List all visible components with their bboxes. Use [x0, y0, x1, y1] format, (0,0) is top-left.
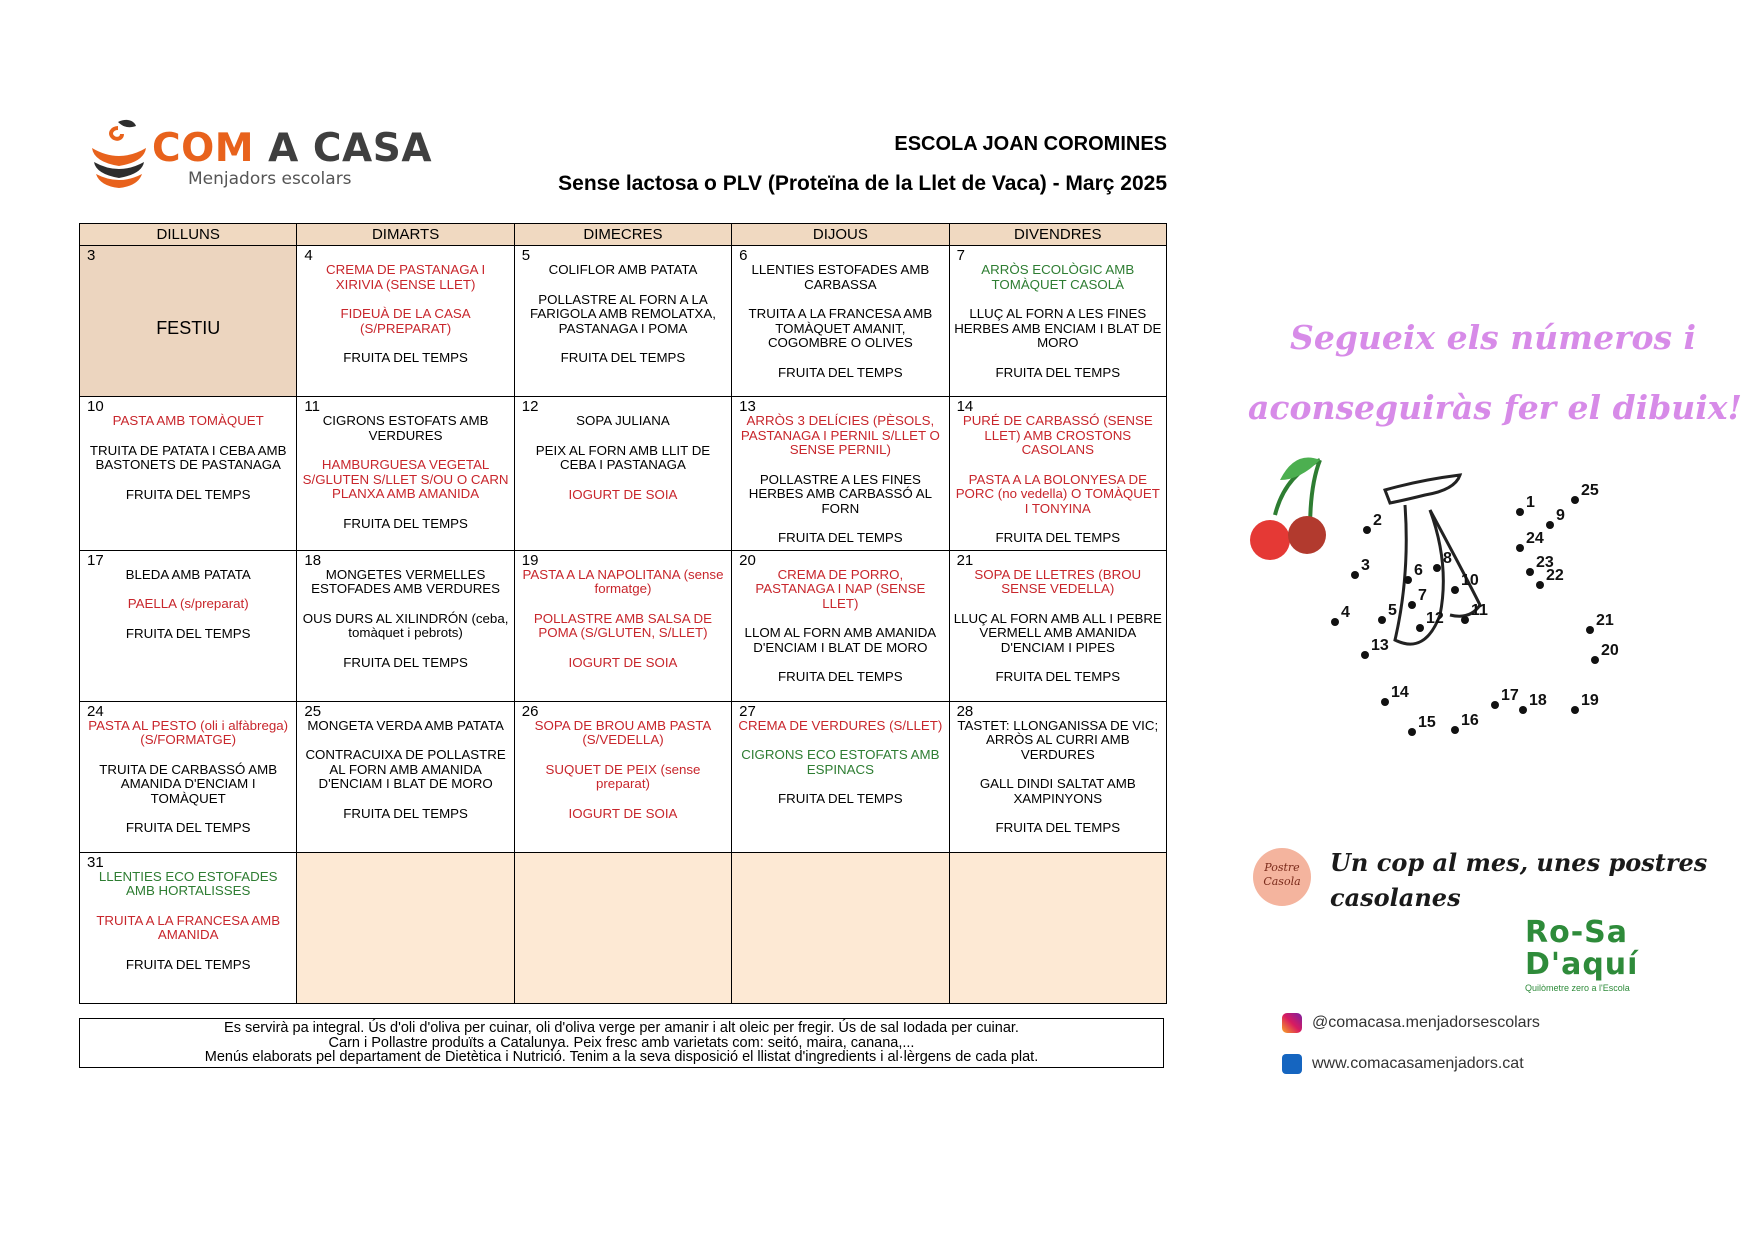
- dish-list: [80, 702, 296, 840]
- day-number: 13: [739, 398, 756, 415]
- dish-item: TRUITA A LA FRANCESA AMB AMANIDA: [96, 912, 281, 942]
- dish-item: SOPA DE BROU AMB PASTA (S/VEDELLA): [534, 717, 712, 747]
- dish-item: IOGURT DE SOIA: [568, 654, 678, 670]
- dish-item: FRUITA DEL TEMPS: [995, 530, 1121, 545]
- dish-list: [732, 246, 948, 384]
- numbered-dot: [1416, 624, 1424, 632]
- dish-item: LLOM AL FORN AMB AMANIDA D'ENCIAM I BLAT DE MORO: [744, 625, 937, 655]
- day-number: 31: [87, 853, 104, 871]
- promo-heading-line2: aconseguiràs fer el dibuix!: [1248, 388, 1742, 427]
- calendar-week-row: [80, 246, 1167, 397]
- dish-list: [950, 397, 1166, 550]
- dish-item: SOPA JULIANA: [576, 413, 670, 428]
- numbered-dot: [1363, 526, 1371, 534]
- dot-number-label: 3: [1361, 557, 1370, 574]
- day-number: 24: [87, 702, 104, 720]
- day-number: 17: [87, 551, 104, 569]
- numbered-dot: [1571, 706, 1579, 714]
- dish-item: COLIFLOR AMB PATATA: [548, 262, 698, 277]
- weekday-header: DIJOUS: [732, 224, 949, 246]
- dish-list: [732, 397, 948, 550]
- day-cell: [732, 550, 949, 701]
- day-number: 27: [739, 702, 756, 720]
- dish-item: CREMA DE PASTANAGA I XIRIVIA (SENSE LLET): [326, 262, 486, 292]
- web-icon: [1282, 1054, 1302, 1074]
- numbered-dot: [1381, 698, 1389, 706]
- day-number: 14: [956, 398, 974, 415]
- dish-item: LLENTIES ECO ESTOFADES AMB HORTALISSES: [98, 868, 278, 898]
- empty-day-cell: [732, 852, 949, 1003]
- menu-notes: [79, 1018, 1164, 1068]
- instagram-link[interactable]: @comacasa.menjadorsescolars: [1282, 1013, 1540, 1033]
- dish-list: [732, 702, 948, 811]
- dot-number-label: 18: [1529, 692, 1547, 709]
- numbered-dot: [1526, 568, 1534, 576]
- day-cell: [732, 246, 949, 397]
- dish-list: [80, 397, 296, 506]
- postres-promo-text: Un cop al mes, unes postres casolanes: [1330, 848, 1708, 912]
- dot-number-label: 17: [1501, 687, 1519, 704]
- dish-item: POLLASTRE AMB SALSA DE POMA (S/GLUTEN, S/LLET): [533, 610, 713, 640]
- dot-number-label: 2: [1373, 512, 1382, 529]
- dish-list: [515, 702, 731, 826]
- weekday-header: DIMECRES: [514, 224, 731, 246]
- dish-item: CONTRACUIXA DE POLLASTRE AL FORN AMB AMANIDA D'ENCIAM I BLAT DE MORO: [305, 747, 506, 791]
- postres-casola-badge: Postre Casola: [1253, 848, 1311, 906]
- numbered-dot: [1591, 656, 1599, 664]
- dot-number-label: 1: [1526, 494, 1535, 511]
- dish-item: BLEDA AMB PATATA: [125, 566, 251, 582]
- dish-item: FRUITA DEL TEMPS: [995, 820, 1121, 835]
- dish-list: [297, 246, 513, 370]
- dot-number-label: 4: [1341, 604, 1350, 621]
- dish-item: FRUITA DEL TEMPS: [343, 515, 468, 531]
- empty-day-cell: [514, 852, 731, 1003]
- dish-list: [80, 551, 296, 646]
- numbered-dot: [1408, 728, 1416, 736]
- dish-list: [297, 397, 513, 535]
- numbered-dot: [1491, 701, 1499, 709]
- day-cell: [514, 246, 731, 397]
- day-number: 4: [304, 247, 313, 264]
- numbered-dot: [1451, 586, 1459, 594]
- menu-calendar: [79, 223, 1167, 1004]
- dish-item: FRUITA DEL TEMPS: [125, 486, 251, 502]
- dish-item: TRUITA A LA FRANCESA AMB TOMÀQUET AMANIT, COGOMBRE O OLIVES: [748, 306, 933, 350]
- dish-item: POLLASTRE A LES FINES HERBES AMB CARBASSÓ AL FORN: [748, 471, 932, 516]
- dot-number-label: 23: [1536, 554, 1554, 571]
- dish-item: FRUITA DEL TEMPS: [343, 805, 468, 821]
- instagram-icon: [1282, 1013, 1302, 1033]
- dish-item: ARRÒS ECOLÒGIC AMB TOMÀQUET CASOLÀ: [981, 262, 1135, 292]
- day-cell: [297, 701, 514, 852]
- dish-list: [950, 702, 1166, 840]
- dish-item: PASTA AMB TOMÀQUET: [112, 413, 264, 428]
- dish-item: FIDEUÀ DE LA CASA (S/PREPARAT): [340, 306, 471, 336]
- dish-item: FRUITA DEL TEMPS: [343, 350, 468, 365]
- dot-number-label: 25: [1581, 482, 1599, 499]
- day-cell: [732, 397, 949, 551]
- dot-number-label: 22: [1546, 567, 1564, 584]
- day-number: 3: [87, 247, 96, 264]
- dish-item: TRUITA DE CARBASSÓ AMB AMANIDA D'ENCIAM I TOMÀQUET: [99, 761, 278, 806]
- numbered-dot: [1516, 544, 1524, 552]
- day-number: 5: [521, 247, 531, 264]
- empty-day-cell: [297, 852, 514, 1003]
- dot-number-label: 20: [1601, 642, 1619, 659]
- school-name: ESCOLA JOAN COROMINES: [894, 133, 1167, 155]
- note-line: Carn i Pollastre produïts a Catalunya. Peix fresc amb varietats com: seitó, maira, canana,...: [328, 1034, 915, 1051]
- numbered-dot: [1361, 651, 1369, 659]
- day-cell: [80, 397, 297, 551]
- dish-item: IOGURT DE SOIA: [568, 805, 678, 821]
- day-cell: [949, 246, 1166, 397]
- day-number: 11: [304, 398, 320, 415]
- dish-list: [515, 551, 731, 675]
- rosa-daqui-logo: Ro-Sa D'aquí Quilòmetre zero a l'Escola: [1525, 915, 1639, 993]
- dish-item: CREMA DE VERDURES (S/LLET): [738, 717, 943, 733]
- dish-item: ARRÒS 3 DELÍCIES (PÈSOLS, PASTANAGA I PERNIL S/LLET O SENSE PERNIL): [740, 413, 940, 457]
- dish-list: [515, 397, 731, 506]
- note-line: Menús elaborats pel departament de Dietètica i Nutrició. Tenim a la seva disposició el llistat d'ingredients i al·lèrgens de cada plat.: [204, 1049, 1039, 1066]
- day-number: 12: [521, 398, 539, 415]
- day-number: 18: [304, 551, 322, 569]
- weekday-header-row: [80, 224, 1167, 246]
- brand-tagline: Menjadors escolars: [188, 169, 352, 189]
- weekday-header: DILLUNS: [80, 224, 297, 246]
- day-cell: [949, 550, 1166, 701]
- dot-number-label: 19: [1581, 692, 1599, 709]
- calendar-week-row: [80, 550, 1167, 701]
- day-number: 21: [956, 551, 974, 569]
- dish-list: [297, 702, 513, 826]
- numbered-dot: [1519, 706, 1527, 714]
- day-cell: [514, 701, 731, 852]
- dish-item: FRUITA DEL TEMPS: [125, 820, 251, 835]
- numbered-dot: [1451, 726, 1459, 734]
- day-cell: [949, 397, 1166, 551]
- dish-item: PEIX AL FORN AMB LLIT DE CEBA I PASTANAGA: [535, 442, 711, 472]
- numbered-dot: [1461, 616, 1469, 624]
- numbered-dot: [1408, 601, 1416, 609]
- note-line: Es servirà pa integral. Ús d'oli d'oliva per cuinar, oli d'oliva verge per amanir i alt oleic per fregir. Ús de sal Iodada per cuinar.: [224, 1020, 1019, 1036]
- dish-item: FRUITA DEL TEMPS: [995, 364, 1121, 380]
- dish-list: [732, 551, 948, 689]
- dish-list: [950, 246, 1166, 384]
- dot-number-label: 14: [1391, 684, 1409, 701]
- dish-item: FRUITA DEL TEMPS: [560, 350, 686, 365]
- dish-item: CIGRONS ESTOFATS AMB VERDURES: [322, 413, 489, 443]
- menu-subtitle: Sense lactosa o PLV (Proteïna de la Llet de Vaca) - Març 2025: [558, 172, 1167, 195]
- day-cell: [514, 397, 731, 551]
- dish-item: FRUITA DEL TEMPS: [778, 669, 903, 684]
- numbered-dot: [1351, 571, 1359, 579]
- dish-item: GALL DINDI SALTAT AMB XAMPINYONS: [979, 776, 1136, 806]
- dish-item: CREMA DE PORRO, PASTANAGA I NAP (SENSE LLET): [755, 566, 926, 611]
- day-cell: [732, 701, 949, 852]
- dish-list: [297, 551, 513, 675]
- dish-item: OUS DURS AL XILINDRÓN (ceba, tomàquet i pebrots): [302, 610, 509, 640]
- numbered-dots: [1331, 482, 1619, 736]
- dot-number-label: 13: [1371, 637, 1389, 654]
- dish-item: LLUÇ AL FORN AMB ALL I PEBRE VERMELL AMB AMANIDA D'ENCIAM I PIPES: [953, 610, 1162, 655]
- weekday-header: DIVENDRES: [949, 224, 1166, 246]
- dish-item: LLUÇ AL FORN A LES FINES HERBES AMB ENCIAM I BLAT DE MORO: [954, 306, 1162, 350]
- day-number: 25: [304, 702, 322, 720]
- dish-item: FRUITA DEL TEMPS: [778, 791, 903, 806]
- dish-item: SUQUET DE PEIX (sense preparat): [545, 761, 701, 791]
- day-cell: [297, 246, 514, 397]
- day-number: 6: [739, 247, 748, 264]
- dish-item: POLLASTRE AL FORN A LA FARIGOLA AMB REMOLATXA, PASTANAGA I POMA: [529, 291, 716, 336]
- dish-item: PASTA A LA NAPOLITANA (sense formatge): [522, 566, 724, 596]
- dish-item: FRUITA DEL TEMPS: [995, 669, 1121, 684]
- dish-item: PASTA A LA BOLONYESA DE PORC (no vedella) O TOMÀQUET I TONYINA: [955, 471, 1160, 516]
- brand-logo: [88, 118, 433, 198]
- dot-number-label: 11: [1471, 602, 1488, 619]
- numbered-dot: [1516, 508, 1524, 516]
- numbered-dot: [1331, 618, 1339, 626]
- day-number: 28: [956, 702, 974, 720]
- calendar-week-row: [80, 397, 1167, 551]
- holiday-label: FESTIU: [156, 318, 221, 338]
- dot-number-label: 7: [1418, 587, 1427, 604]
- dish-item: MONGETA VERDA AMB PATATA: [307, 717, 504, 733]
- promo-heading-line1: Segueix els números i: [1290, 318, 1697, 357]
- dot-number-label: 16: [1461, 712, 1479, 729]
- empty-day-cell: [949, 852, 1166, 1003]
- bowl-logo-icon: [88, 118, 150, 196]
- dot-number-label: 5: [1388, 602, 1397, 619]
- day-cell: [80, 246, 297, 397]
- day-cell: [80, 550, 297, 701]
- dot-number-label: 9: [1556, 507, 1565, 524]
- day-number: 26: [521, 702, 539, 720]
- dish-list: [950, 551, 1166, 689]
- dot-number-label: 10: [1461, 572, 1479, 589]
- numbered-dot: [1433, 564, 1441, 572]
- connect-the-dots-cherry-drawing: [1225, 455, 1625, 785]
- calendar-week-row: [80, 852, 1167, 1003]
- dish-item: MONGETES VERMELLES ESTOFADES AMB VERDURES: [311, 566, 501, 596]
- numbered-dot: [1536, 581, 1544, 589]
- dish-item: FRUITA DEL TEMPS: [778, 364, 903, 380]
- dish-item: LLENTIES ESTOFADES AMB CARBASSA: [751, 262, 930, 292]
- dot-number-label: 6: [1414, 562, 1423, 579]
- calendar-body: [80, 246, 1167, 1004]
- day-cell: [514, 550, 731, 701]
- dish-item: PURÉ DE CARBASSÓ (SENSE LLET) AMB CROSTONS CASOLANS: [962, 413, 1153, 457]
- dish-item: FRUITA DEL TEMPS: [343, 654, 468, 670]
- day-cell: [297, 397, 514, 551]
- calendar-week-row: [80, 701, 1167, 852]
- dish-item: PAELLA (s/preparat): [127, 596, 249, 611]
- day-cell: [80, 852, 297, 1003]
- numbered-dot: [1404, 576, 1412, 584]
- day-cell: [297, 550, 514, 701]
- dish-list: [515, 246, 731, 370]
- dish-item: FRUITA DEL TEMPS: [125, 625, 251, 641]
- website-link[interactable]: www.comacasamenjadors.cat: [1282, 1054, 1524, 1074]
- day-number: 7: [956, 247, 965, 264]
- dish-item: HAMBURGUESA VEGETAL S/GLUTEN S/LLET S/OU O CARN PLANXA AMB AMANIDA: [302, 457, 509, 501]
- dish-item: TRUITA DE PATATA I CEBA AMB BASTONETS DE PASTANAGA: [89, 442, 287, 472]
- numbered-dot: [1378, 616, 1386, 624]
- day-cell: [949, 701, 1166, 852]
- numbered-dot: [1546, 521, 1554, 529]
- dish-item: SOPA DE LLETRES (BROU SENSE VEDELLA): [974, 566, 1142, 596]
- dish-list: [80, 853, 296, 977]
- dot-number-label: 8: [1443, 550, 1452, 567]
- dish-item: IOGURT DE SOIA: [568, 486, 678, 502]
- weekday-header: DIMARTS: [297, 224, 514, 246]
- dot-number-label: 24: [1526, 530, 1544, 547]
- dish-item: TASTET: LLONGANISSA DE VIC; ARRÒS AL CURRI AMB VERDURES: [957, 717, 1159, 762]
- numbered-dot: [1586, 626, 1594, 634]
- dish-item: FRUITA DEL TEMPS: [778, 530, 903, 545]
- brand-name: COM A CASA: [152, 126, 433, 171]
- dot-number-label: 12: [1426, 610, 1444, 627]
- dish-item: CIGRONS ECO ESTOFATS AMB ESPINACS: [741, 747, 940, 777]
- day-number: 20: [739, 551, 756, 569]
- dish-item: FRUITA DEL TEMPS: [125, 956, 251, 972]
- dish-item: PASTA AL PESTO (oli i alfàbrega)(S/FORMATGE): [88, 717, 289, 747]
- day-cell: [80, 701, 297, 852]
- cherry-icon: [1250, 458, 1326, 561]
- numbered-dot: [1571, 496, 1579, 504]
- dot-number-label: 15: [1418, 714, 1436, 731]
- day-number: 19: [521, 551, 539, 569]
- dot-number-label: 21: [1596, 612, 1614, 629]
- day-number: 10: [87, 398, 104, 415]
